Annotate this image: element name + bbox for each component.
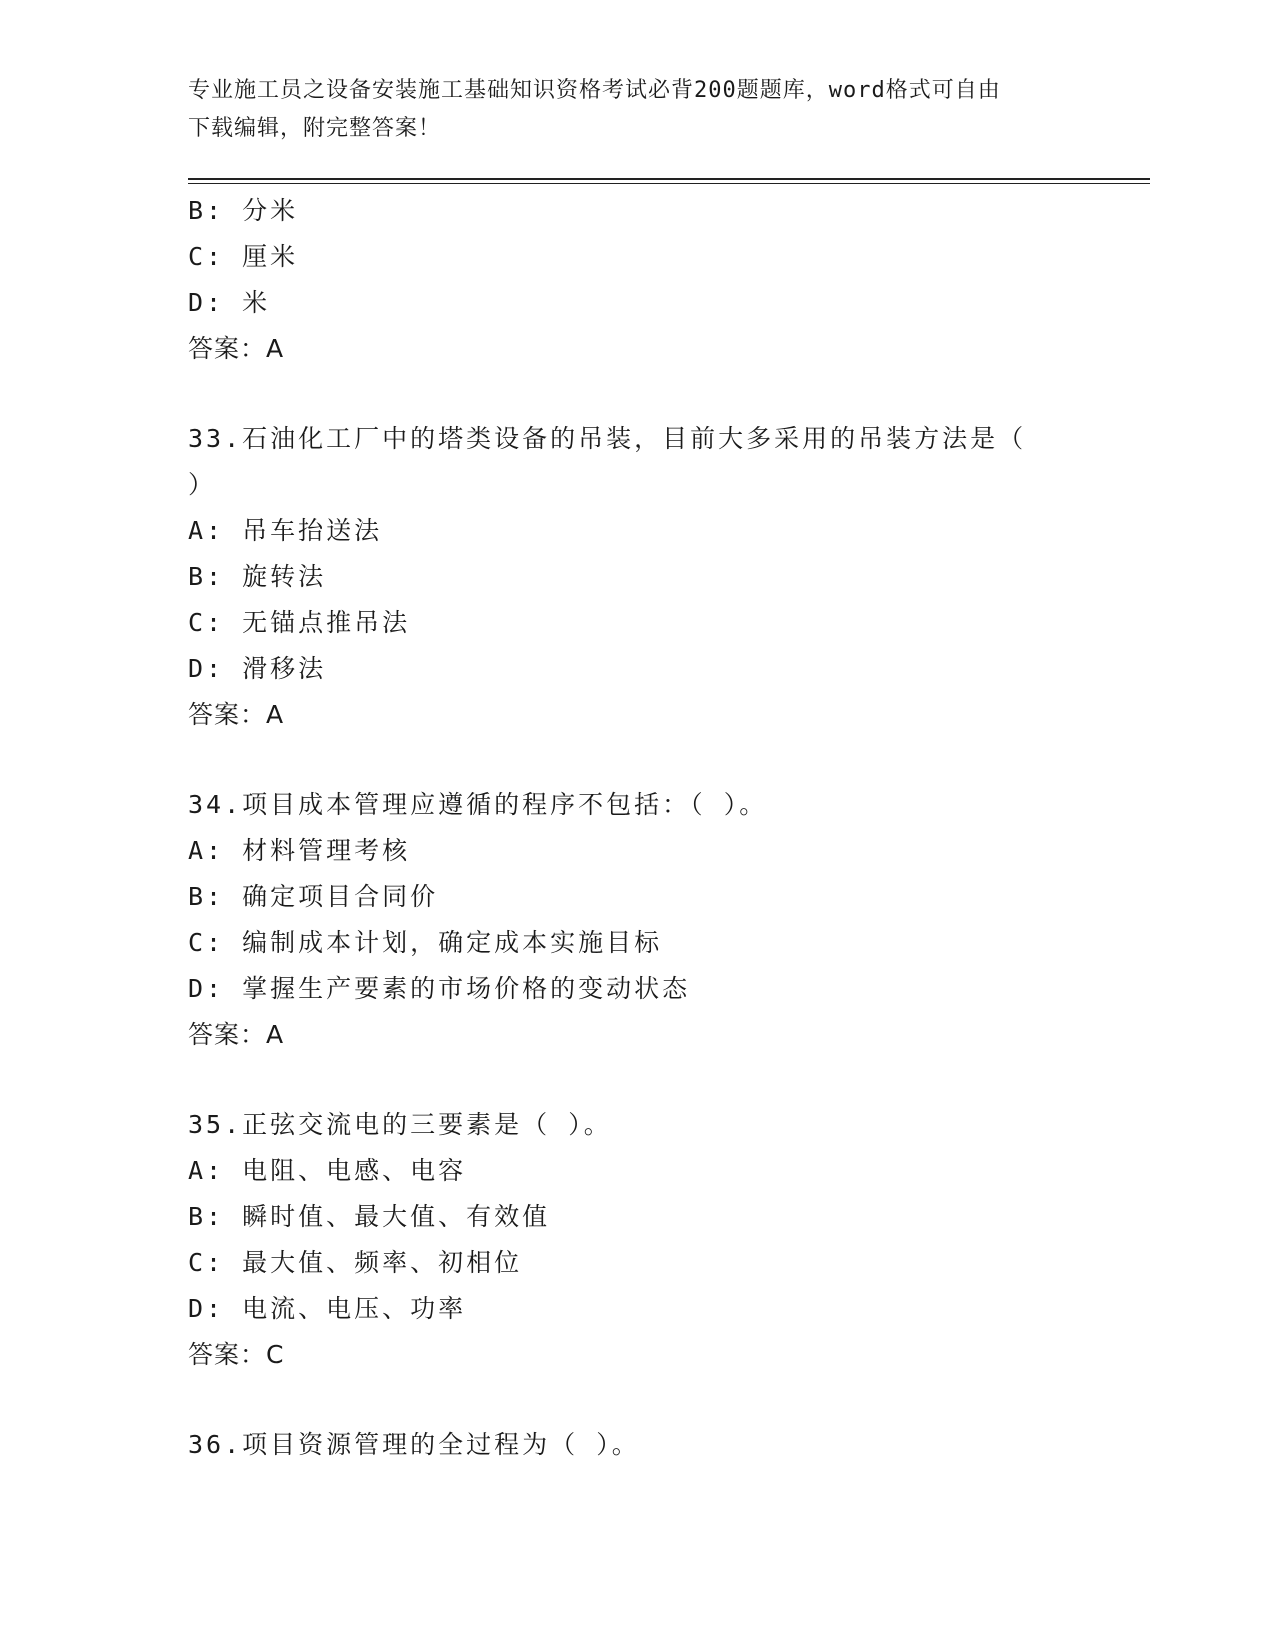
option-d: D: 滑移法 <box>188 654 327 683</box>
option-a: A: 电阻、电感、电容 <box>188 1156 467 1185</box>
option-b: B: 瞬时值、最大值、有效值 <box>188 1202 551 1231</box>
document-header <box>188 72 1068 148</box>
question-stem: 36.项目资源管理的全过程为（ ）。 <box>188 1430 640 1459</box>
option-d: D: 电流、电压、功率 <box>188 1294 467 1323</box>
option-d: D: 掌握生产要素的市场价格的变动状态 <box>188 974 691 1003</box>
header-divider-thin <box>188 183 1150 184</box>
answer-line: 答案：A <box>188 334 285 363</box>
question-stem: 35.正弦交流电的三要素是（ ）。 <box>188 1110 612 1139</box>
option-c: C: 编制成本计划，确定成本实施目标 <box>188 928 663 957</box>
question-list <box>188 188 1068 1468</box>
question-block-33 <box>188 416 1068 738</box>
answer-line: 答案：A <box>188 1020 285 1049</box>
answer-line: 答案：A <box>188 700 285 729</box>
option-b: B: 分米 <box>188 196 299 225</box>
option-b: B: 确定项目合同价 <box>188 882 439 911</box>
question-block-36 <box>188 1422 1068 1468</box>
option-b: B: 旋转法 <box>188 562 327 591</box>
header-title-line-2: 下载编辑，附完整答案！ <box>188 116 442 141</box>
option-c: C: 最大值、频率、初相位 <box>188 1248 523 1277</box>
option-a: A: 材料管理考核 <box>188 836 411 865</box>
question-block-continued <box>188 188 1068 372</box>
option-c: C: 无锚点推吊法 <box>188 608 411 637</box>
option-a: A: 吊车抬送法 <box>188 516 383 545</box>
option-c: C: 厘米 <box>188 242 299 271</box>
question-stem-continuation: ） <box>188 470 217 499</box>
option-d: D: 米 <box>188 288 271 317</box>
question-block-35 <box>188 1102 1068 1378</box>
header-title-line-1: 专业施工员之设备安装施工基础知识资格考试必背200题题库，word格式可自由 <box>188 78 1001 103</box>
question-stem: 34.项目成本管理应遵循的程序不包括：（ ）。 <box>188 790 768 819</box>
answer-line: 答案：C <box>188 1340 285 1369</box>
question-stem: 33.石油化工厂中的塔类设备的吊装，目前大多采用的吊装方法是（ <box>188 424 1027 453</box>
question-block-34 <box>188 782 1068 1058</box>
header-divider-thick <box>188 178 1150 180</box>
